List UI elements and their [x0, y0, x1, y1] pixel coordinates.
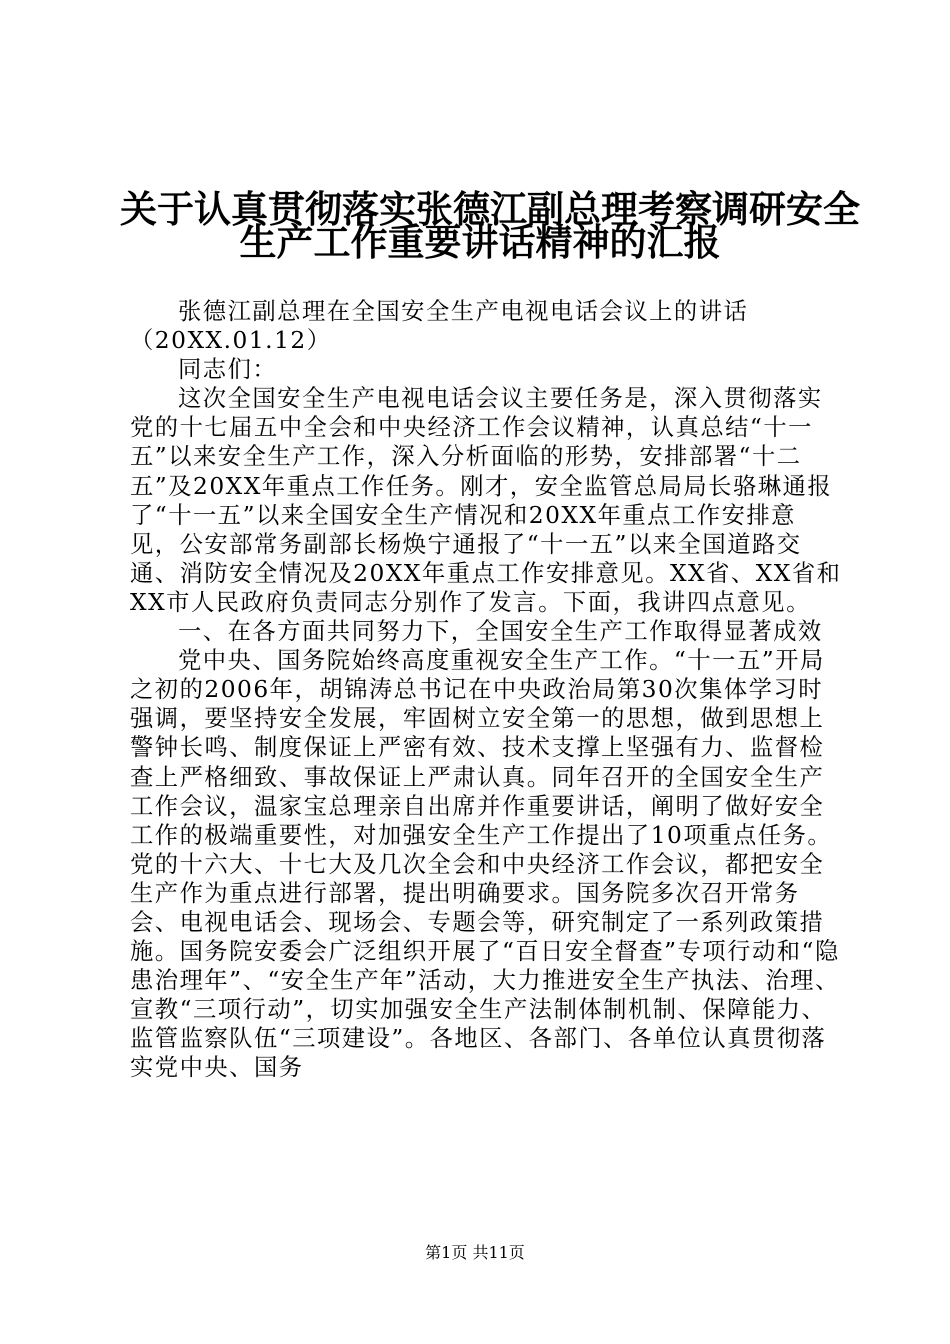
speech-subtitle: 张德江副总理在全国安全生产电视电话会议上的讲话	[178, 298, 749, 325]
document-title-line-2: 生产工作重要讲话精神的汇报	[239, 221, 721, 264]
document-title-line-1: 关于认真贯彻落实张德江副总理考察调研安全	[120, 188, 860, 231]
body-paragraph-1: 这次全国安全生产电视电话会议主要任务是，深入贯彻落实党的十七届五中全会和中央经济工作会议精神，认真总结“十一五”以来安全生产工作，深入分析面临的形势，安排部署“十二五”及20XX年重点工作任务。刚才，安全监管总局局长骆琳通报了“十一五”以来全国安全生产情况和20XX年重点工作安排意见，公安部常务副部长杨焕宁通报了“十一五”以来全国道路交通、消防安全情况及20XX年重点工作安排意见。XX省、XX省和XX市人民政府负责同志分别作了发言。下面，我讲四点意见。	[130, 385, 842, 616]
speech-date: （20XX.01.12）	[130, 327, 332, 355]
body-paragraph-2: 党中央、国务院始终高度重视安全生产工作。“十一五”开局之初的2006年，胡锦涛总书记在中央政治局第30次集体学习时强调，要坚持安全发展，牢固树立安全第一的思想，做到思想上警钟长鸣、制度保证上严密有效、技术支撑上坚强有力、监督检查上严格细致、事故保证上严肃认真。同年召开的全国安全生产工作会议，温家宝总理亲自出席并作重要讲话，阐明了做好安全工作的极端重要性，对加强安全生产工作提出了10项重点任务。党的十六大、十七大及几次全会和中央经济工作会议，都把安全生产作为重点进行部署，提出明确要求。国务院多次召开常务会、电视电话会、现场会、专题会等，研究制定了一系列政策措施。国务院安委会广泛组织开展了“百日安全督查”专项行动和“隐患治理年”、“安全生产年”活动，大力推进安全生产执法、治理、宣教“三项行动”，切实加强安全生产法制体制机制、保障能力、监管监察队伍“三项建设”。各地区、各部门、各单位认真贯彻落实党中央、国务	[130, 647, 840, 1082]
document-body	[130, 297, 844, 1083]
section-heading-1: 一、在各方面共同努力下，全国安全生产工作取得显著成效	[178, 618, 823, 646]
salutation: 同志们：	[178, 356, 278, 384]
page-number-footer: 第1页 共11页	[425, 1243, 525, 1262]
